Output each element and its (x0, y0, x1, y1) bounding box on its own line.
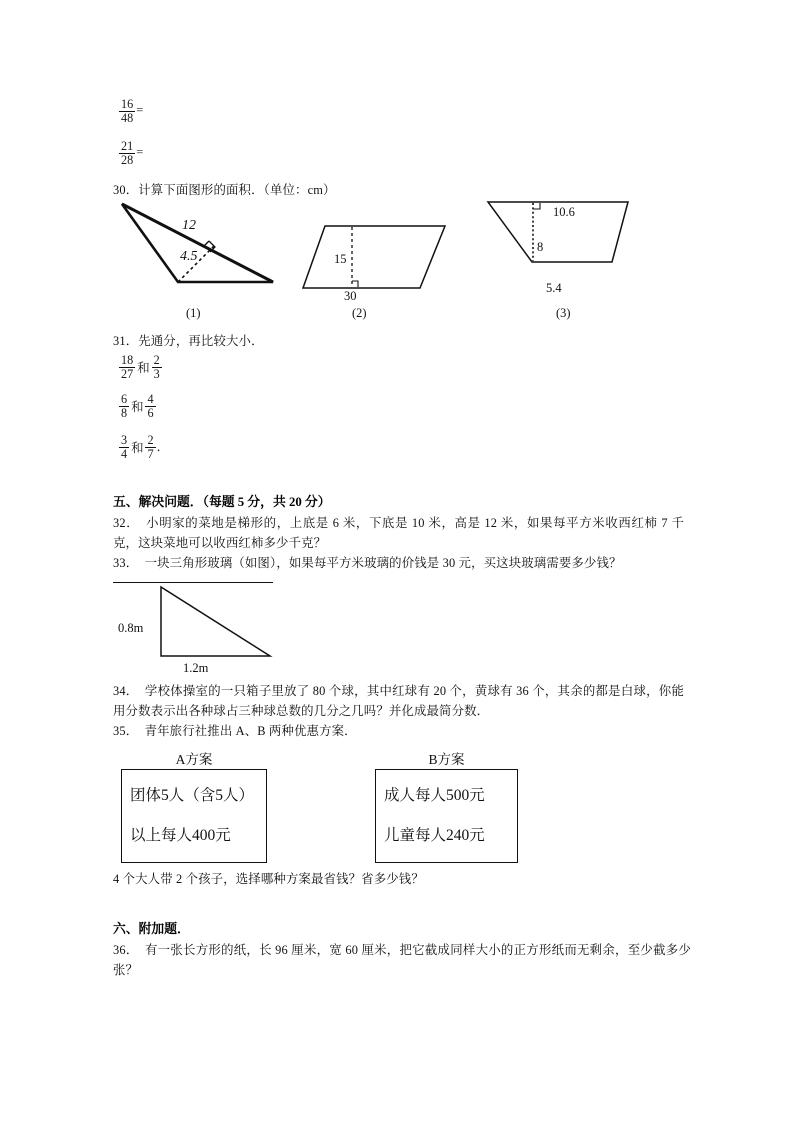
plan-b-box (375, 769, 518, 863)
fraction-denominator: 6 (147, 405, 154, 420)
fraction-expression-2 (118, 140, 143, 166)
question-30-text: 30．计算下面图形的面积．（单位：cm） (113, 183, 336, 197)
fraction-numerator: 21 (121, 139, 134, 153)
fraction-denominator: 8 (121, 405, 128, 420)
figure-1-height-label: 4.5 (180, 249, 198, 264)
figure-3-height-label: 8 (537, 240, 544, 254)
fraction-16-48 (119, 98, 135, 124)
section-6-title: 六、附加题． (113, 922, 190, 936)
question-33-text: 33． 一块三角形玻璃（如图），如果每平方米玻璃的价钱是 30 元，买这块玻璃需要多少钱？ (113, 556, 622, 570)
conjunction-he: 和 (131, 441, 144, 456)
fraction-a (119, 354, 135, 380)
plan-a-line-2: 以上每人400元 (130, 827, 231, 845)
fraction-denominator: 27 (121, 366, 134, 381)
question-35-text: 35． 青年旅行社推出 A、B 两种优惠方案． (113, 724, 357, 738)
figure-1-triangle (113, 196, 288, 292)
section-5-title: 五、解决问题．（每题 5 分，共 20 分） (113, 495, 331, 509)
question-31-text: 31．先通分，再比较大小． (113, 334, 264, 348)
fraction-b (152, 354, 162, 380)
figure-2-caption: (2) (352, 306, 367, 320)
plan-a-title: A方案 (175, 752, 213, 767)
fraction-b (145, 393, 155, 419)
conjunction-he: 和 (131, 400, 144, 415)
fraction-denominator: 28 (121, 152, 134, 167)
figure-3-bottom-label: 5.4 (546, 281, 562, 295)
fraction-denominator: 3 (153, 366, 160, 381)
question-34-text: 34． 学校体操室的一只箱子里放了 80 个球，其中红球有 20 个，黄球有 36 个，其余的都是白球，你能用分数表示出各种球占三种球总数的几分之几吗？并化成最简分数． (113, 684, 684, 718)
fraction-pair-3 (118, 434, 169, 460)
fraction-pair-2 (118, 393, 157, 419)
trailing-period: ． (156, 440, 169, 455)
conjunction-he: 和 (137, 361, 150, 376)
figure-1-caption: (1) (186, 306, 201, 320)
fraction-numerator: 2 (147, 433, 154, 447)
question-35-followup: 4 个大人带 2 个孩子，选择哪种方案最省钱？省多少钱？ (113, 872, 424, 886)
fraction-numerator: 3 (121, 433, 128, 447)
figure-2-parallelogram (300, 222, 450, 296)
fraction-numerator: 6 (121, 392, 128, 406)
plan-b-line-2: 儿童每人240元 (384, 827, 485, 845)
fraction-numerator: 18 (121, 353, 134, 367)
figure-right-triangle (158, 584, 276, 662)
figure-2-base-label: 30 (344, 289, 357, 303)
plan-b-line-1: 成人每人500元 (384, 787, 485, 805)
fraction-a (119, 393, 129, 419)
figure-3-top-label: 10.6 (553, 205, 575, 219)
right-triangle-horizontal-label: 1.2m (183, 661, 209, 675)
fraction-numerator: 2 (153, 353, 160, 367)
fraction-expression-1 (118, 98, 143, 124)
fraction-numerator: 4 (147, 392, 154, 406)
figure-2-height-label: 15 (334, 252, 347, 266)
equals-sign: = (136, 102, 144, 117)
figure-1-side-label: 12 (182, 218, 196, 233)
plan-a-box (121, 769, 267, 863)
plan-a-line-1: 团体5人（含5人） (130, 787, 255, 805)
fraction-pair-1 (118, 354, 163, 380)
fraction-numerator: 16 (121, 97, 134, 111)
equals-sign: = (136, 144, 144, 159)
fraction-denominator: 48 (121, 110, 134, 125)
fraction-denominator: 7 (147, 446, 154, 461)
fraction-b (145, 434, 155, 460)
question-36-text: 36． 有一张长方形的纸，长 96 厘米，宽 60 厘米，把它截成同样大小的正方形纸而无剩余，至少截多少张？ (113, 943, 691, 977)
figure-3-caption: (3) (556, 306, 571, 320)
plan-b-title: B方案 (428, 752, 465, 767)
fraction-21-28 (119, 140, 135, 166)
right-triangle-vertical-label: 0.8m (118, 621, 144, 635)
fraction-a (119, 434, 129, 460)
question-32-text: 32． 小明家的菜地是梯形的，上底是 6 米，下底是 10 米，高是 12 米，如果每平方米收西红柿 7 千克，这块菜地可以收西红柿多少千克？ (113, 516, 684, 550)
fraction-denominator: 4 (121, 446, 128, 461)
